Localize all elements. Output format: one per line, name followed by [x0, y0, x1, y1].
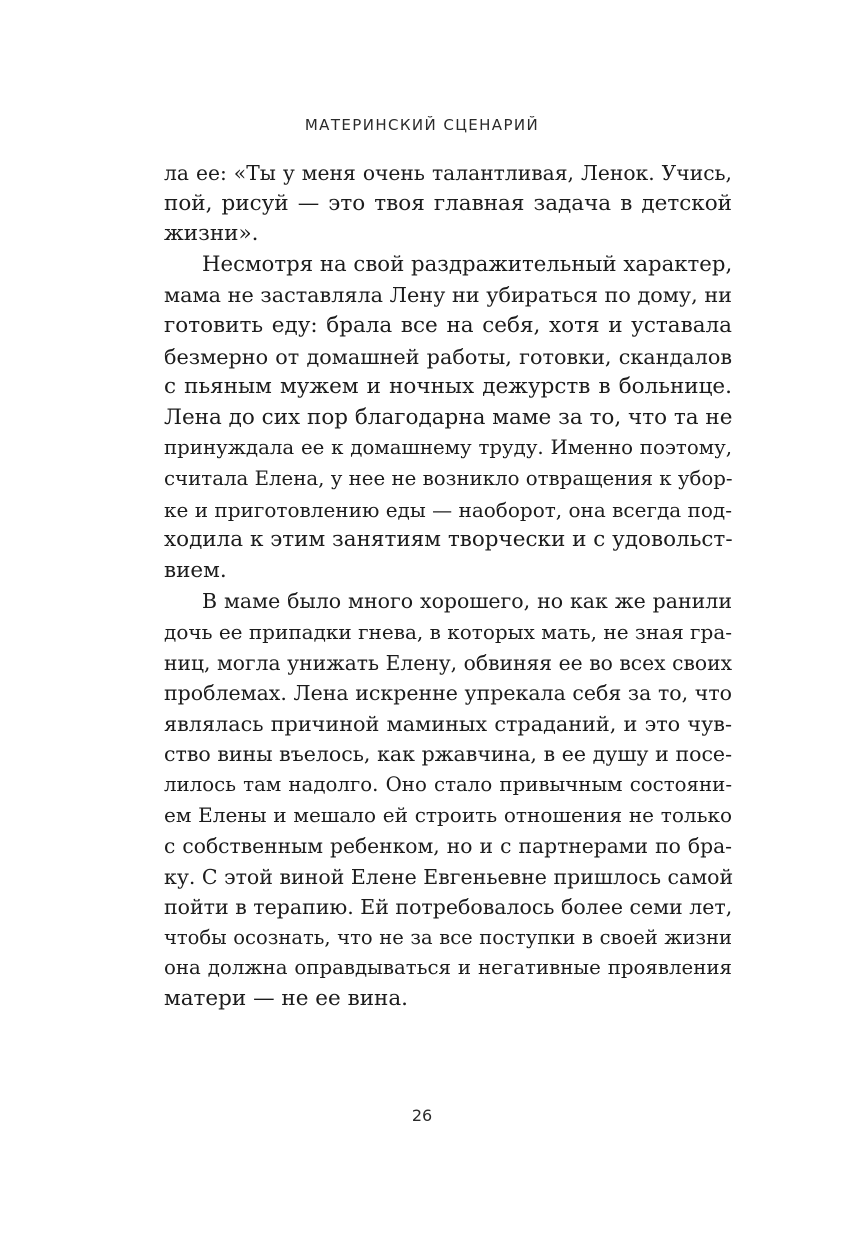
- text-line: В маме было много хорошего, но как же ранили: [202, 589, 732, 614]
- text-line: принуждала ее к домашнему труду. Именно поэтому,: [164, 436, 732, 460]
- text-line: ке и приготовлению еды — наоборот, она всегда под-: [164, 497, 732, 522]
- text-line: пой, рисуй — это твоя главная задача в детской: [164, 190, 732, 216]
- text-line: жизни».: [164, 221, 259, 247]
- text-line: проблемах. Лена искренне упрекала себя за то, что: [164, 681, 732, 706]
- paragraph-3: [164, 586, 732, 1014]
- paragraph-1: [164, 158, 732, 250]
- text-line: безмерно от домашней работы, готовки, скандалов: [164, 344, 732, 369]
- text-line: ла ее: «Ты у меня очень талантливая, Ленок. Учись,: [164, 161, 732, 185]
- text-line: мама не заставляла Лену ни убираться по дому, ни: [164, 283, 732, 308]
- text-line: с пьяным мужем и ночных дежурств в больнице.: [164, 374, 732, 400]
- text-line: ку. С этой виной Елене Евгеньевне пришлось самой: [164, 864, 734, 889]
- page-number: 26: [411, 1106, 433, 1125]
- text-line: ходила к этим занятиям творчески и с удовольст-: [164, 527, 733, 553]
- text-line: готовить еду: брала все на себя, хотя и уставала: [164, 312, 732, 338]
- text-line: Несмотря на свой раздражительный характер,: [202, 251, 733, 277]
- text-line: ниц, могла унижать Елену, обвиняя ее во всех своих: [164, 650, 732, 675]
- text-line: ем Елены и мешало ей строить отношения не только: [164, 803, 732, 828]
- text-line: ство вины въелось, как ржавчина, в ее душу и посе-: [164, 742, 732, 767]
- text-line: Лена до сих пор благодарна маме за то, что та не: [164, 404, 733, 430]
- text-line: считала Елена, у нее не возникло отвращения к убор-: [164, 466, 733, 490]
- text-line: являлась причиной маминых страданий, и это чув-: [164, 711, 732, 736]
- paragraph-2: [164, 250, 732, 587]
- text-line: матери — не ее вина.: [164, 986, 409, 1012]
- text-line: пойти в терапию. Ей потребовалось более семи лет,: [164, 895, 733, 920]
- text-line: дочь ее припадки гнева, в которых мать, не зная гра-: [164, 619, 733, 644]
- text-line: чтобы осознать, что не за все поступки в своей жизни: [164, 925, 732, 949]
- text-line: с собственным ребенком, но и с партнерами по бра-: [164, 834, 732, 859]
- text-line: лилось там надолго. Оно стало привычным состояни-: [164, 772, 732, 796]
- body-text: [164, 158, 732, 1015]
- running-title: МАТЕРИНСКИЙ СЦЕНАРИЙ: [304, 116, 540, 134]
- text-line: вием.: [164, 557, 227, 583]
- text-line: она должна оправдываться и негативные проявления: [164, 956, 732, 980]
